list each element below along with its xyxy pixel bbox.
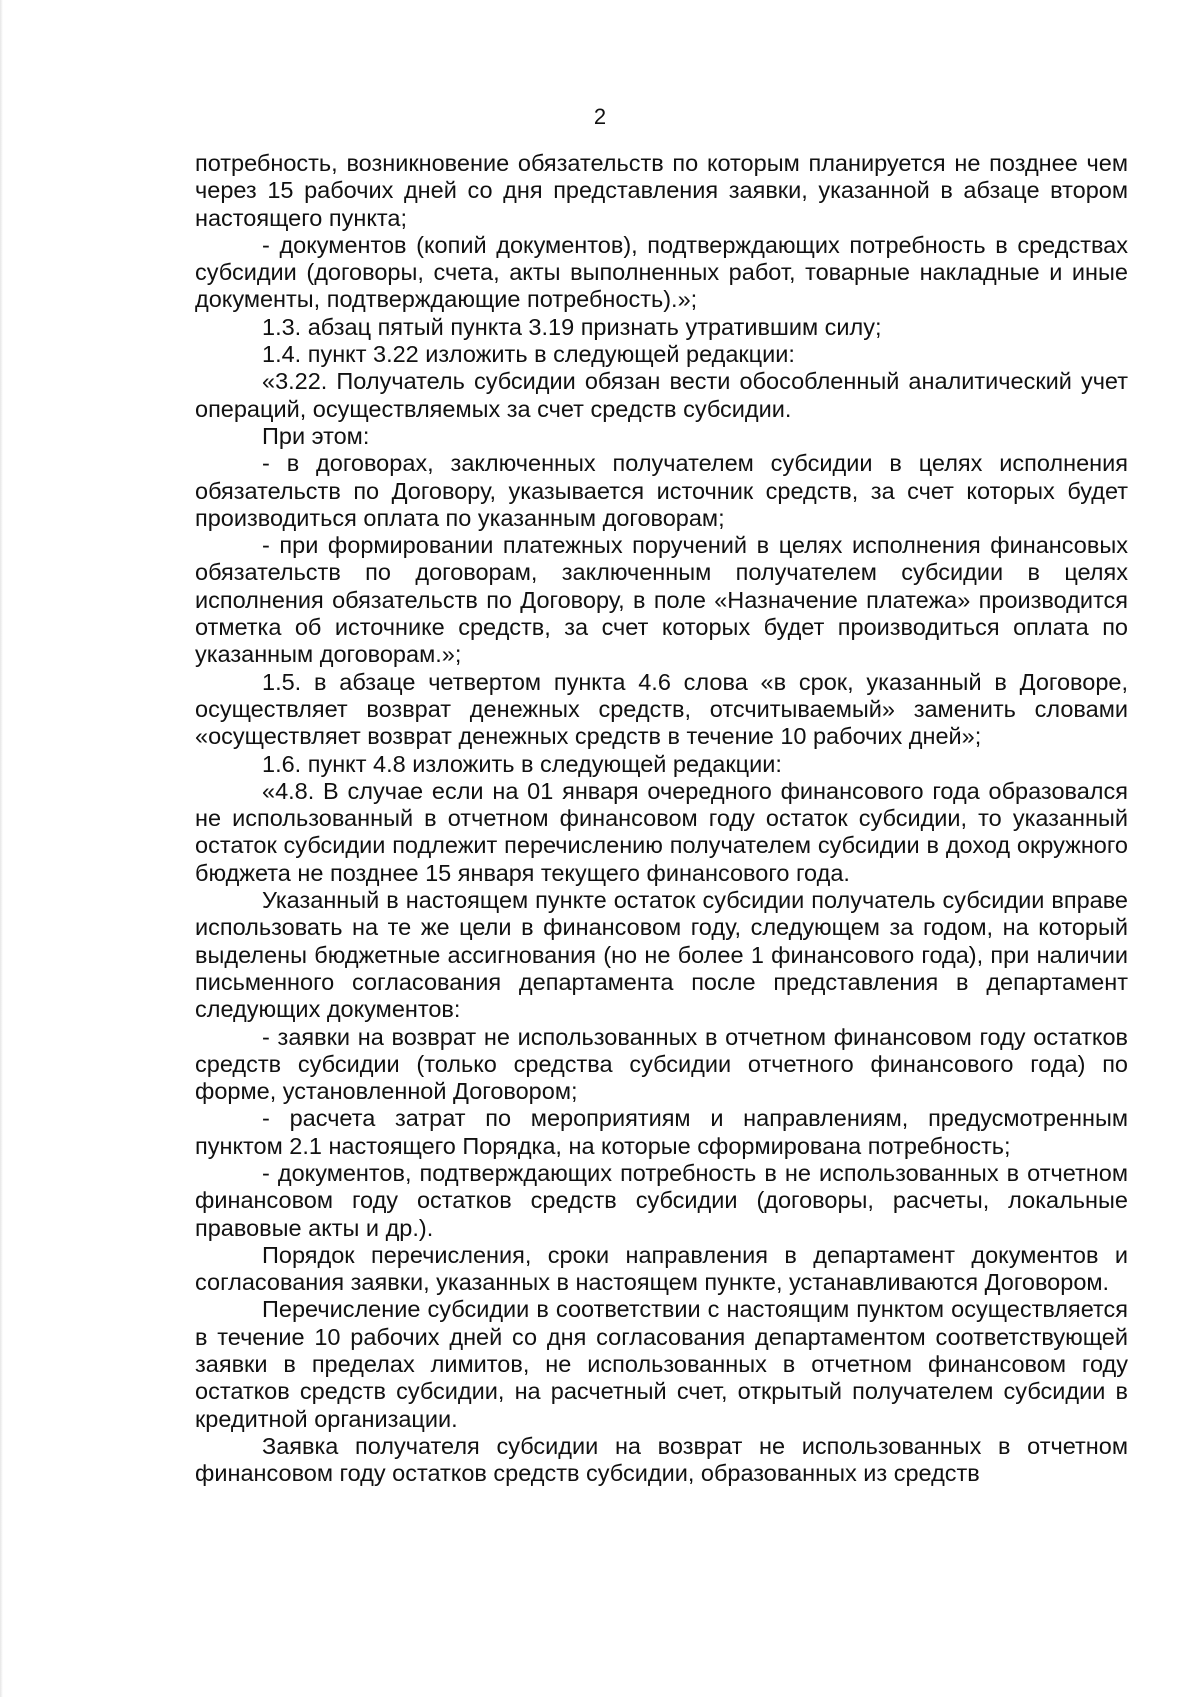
paragraph-15: - документов, подтверждающих потребность в не использованных в отчетном финансовом году остатков средств субсидии (договоры, расчеты, локальные правовые акты и др.). [195,1159,1128,1241]
paragraph-12: Указанный в настоящем пункте остаток субсидии получатель субсидии вправе использовать на те же цели в финансовом году, следующем за годом, на который выделены бюджетные ассигнования (но не более 1 финансового года), при наличии письменного согласования департамента после представления в департамент следующих документов: [195,887,1128,1023]
paragraph-18: Заявка получателя субсидии на возврат не использованных в отчетном финансовом году остатков средств субсидии, образованных из средств [195,1432,1128,1487]
paragraph-2: - документов (копий документов), подтверждающих потребность в средствах субсидии (договоры, счета, акты выполненных работ, товарные накладные и иные документы, подтверждающие потребность).»; [195,231,1128,313]
paragraph-16: Порядок перечисления, сроки направления в департамент документов и согласования заявки, указанных в настоящем пункте, устанавливаются Договором. [195,1241,1128,1296]
paragraph-8: - при формировании платежных поручений в целях исполнения финансовых обязательств по договорам, заключенным получателем субсидии в целях исполнения обязательств по Договору, в поле «Назначение платежа» производится отметка об источнике средств, за счет которых будет производиться оплата по указанным договорам.»; [195,532,1128,668]
paragraph-17: Перечисление субсидии в соответствии с настоящим пунктом осуществляется в течение 10 рабочих дней со дня согласования департаментом соответствующей заявки в пределах лимитов, не использованных в отчетном финансовом году остатков средств субсидии, на расчетный счет, открытый получателем субсидии в кредитной организации. [195,1296,1128,1432]
paragraph-9: 1.5. в абзаце четвертом пункта 4.6 слова «в срок, указанный в Договоре, осуществляет возврат денежных средств, отсчитываемый» заменить словами «осуществляет возврат денежных средств в течение 10 рабочих дней»; [195,668,1128,750]
scan-edge-shadow [0,0,3,1697]
paragraph-13: - заявки на возврат не использованных в отчетном финансовом году остатков средств субсидии (только средства субсидии отчетного финансового года) по форме, установленной Договором; [195,1023,1128,1105]
paragraph-6: При этом: [262,422,370,449]
paragraph-11: «4.8. В случае если на 01 января очередного финансового года образовался не использованный в отчетном финансовом году остаток субсидии, то указанный остаток субсидии подлежит перечислению получателем субсидии в доход окружного бюджета не позднее 15 января текущего финансового года. [195,777,1128,886]
paragraph-3: 1.3. абзац пятый пункта 3.19 признать утратившим силу; [262,313,882,340]
paragraph-5: «3.22. Получатель субсидии обязан вести обособленный аналитический учет операций, осуществляемых за счет средств субсидии. [195,368,1128,422]
page-number: 2 [593,104,607,129]
paragraph-10: 1.6. пункт 4.8 изложить в следующей редакции: [262,750,782,777]
paragraph-7: - в договорах, заключенных получателем субсидии в целях исполнения обязательств по Договору, указывается источник средств, за счет которых будет производиться оплата по указанным договорам; [195,450,1128,531]
paragraph-1: потребность, возникновение обязательств по которым планируется не позднее чем через 15 рабочих дней со дня представления заявки, указанной в абзаце втором настоящего пункта; [195,150,1128,231]
document-body [195,150,1128,1488]
paragraph-4: 1.4. пункт 3.22 изложить в следующей редакции: [262,341,795,368]
paragraph-14: - расчета затрат по мероприятиям и направлениям, предусмотренным пунктом 2.1 настоящего Порядка, на которые сформирована потребность; [195,1105,1128,1159]
